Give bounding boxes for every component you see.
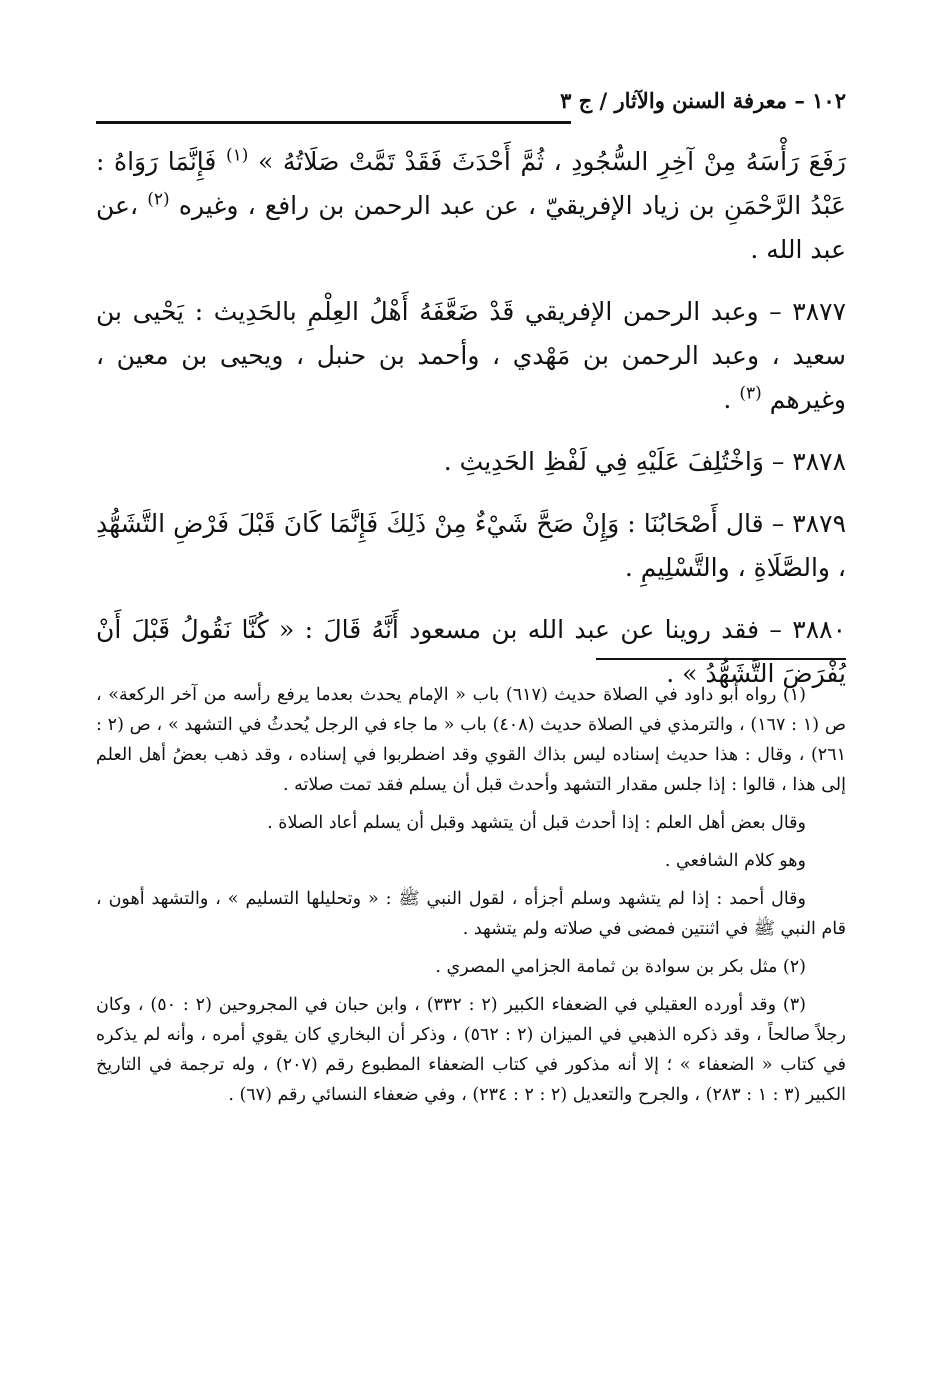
footnotes <box>96 680 846 1118</box>
footnote-1: (١) رواه أبو داود في الصلاة حديث (٦١٧) باب « الإمام يحدث بعدما يرفع رأسه من آخر الركعة» ، ص (١ : ١٦٧) ، والترمذي في الصلاة حديث (٤٠٨) باب « ما جاء في الرجل يُحدثُ في التشهد » ، ص (٢ : ٢٦١) ، وقال : هذا حديث إسناده ليس بذاك القوي وقد اضطربوا في إسناده ، وقد ذهب بعضُ أهل العلم إلى هذا ، قالوا : إذا جلس مقدار التشهد وأحدث قبل أن يسلم فقد تمت صلاته . <box>96 685 846 795</box>
footnote-2: (٢) مثل بكر بن سوادة بن ثمامة الجزامي المصري . <box>435 957 806 977</box>
header-rule <box>96 121 571 124</box>
paragraph-continuation <box>96 140 846 272</box>
paragraph-text: فَإِنَّمَا رَوَاهُ : عَبْدُ الرَّحْمَنِ بن زياد الإفريقيّ ، عن عبد الرحمن بن رافع ، وغيره <box>96 147 847 220</box>
footnote-separator <box>596 658 846 660</box>
footnote-1-continued: وقال بعض أهل العلم : إذا أحدث قبل أن يتشهد وقبل أن يسلم أعاد الصلاة . <box>267 813 806 833</box>
footnote-1-continued: وقال أحمد : إذا لم يتشهد وسلم أجزأه ، لقول النبي ﷺ : « وتحليلها التسليم » ، والتشهد أهون ، قام النبي ﷺ في اثنتين فمضى في صلاته ولم يتشهد . <box>96 889 846 939</box>
footnote-1-continued: وهو كلام الشافعي . <box>664 851 806 871</box>
header-title: ١٠٢ – معرفة السنن والآثار / ج ٣ <box>560 88 846 113</box>
footnote-ref-3: (٣) <box>739 383 762 404</box>
paragraph-text: . <box>723 385 732 414</box>
paragraph-text: رَفَعَ رَأْسَهُ مِنْ آخِرِ السُّجُودِ ، ثُمَّ أَحْدَثَ فَقَدْ تَمَّتْ صَلَاتُهُ » <box>258 147 847 176</box>
paragraph-3879: ٣٨٧٩ – قال أَصْحَابُنَا : وَإِنْ صَحَّ شَيْءٌ مِنْ ذَلِكَ فَإِنَّمَا كَانَ قَبْلَ فَرْضِ التَّشَهُّدِ ، والصَّلَاةِ ، والتَّسْلِيمِ . <box>96 509 846 582</box>
paragraph-3878: ٣٨٧٨ – وَاخْتُلِفَ عَلَيْهِ فِي لَفْظِ الحَدِيثِ . <box>443 447 846 476</box>
footnote-ref-2: (٢) <box>147 189 170 210</box>
paragraph-text: ٣٨٧٧ – وعبد الرحمن الإفريقي قَدْ ضَعَّفَهُ أَهْلُ العِلْمِ بالحَدِيث : يَحْيى بن سعيد ، وعبد الرحمن بن مَهْدي ، وأحمد بن حنبل ، ويحيى بن معين ، وغيرهم <box>96 297 846 414</box>
main-text <box>96 140 846 714</box>
running-header <box>96 88 846 128</box>
footnote-ref-1: (١) <box>225 145 249 166</box>
paragraph-text: ،عن عبد الله . <box>96 191 846 264</box>
paragraph-3877 <box>96 290 846 422</box>
paragraph-3880: ٣٨٨٠ – فقد روينا عن عبد الله بن مسعود أَنَّهُ قَالَ : « كُنَّا نَقُولُ قَبْلَ أَنْ يُفْرَضَ التَّشَهُّدُ » . <box>96 615 846 688</box>
footnote-3: (٣) وقد أورده العقيلي في الضعفاء الكبير (٢ : ٣٣٢) ، وابن حبان في المجروحين (٢ : ٥٠) ، وكان رجلاً صالحاً ، وقد ذكره الذهبي في الميزان (٢ : ٥٦٢) ، وذكر أن البخاري كان يقوي أمره ، وأنه لم يذكره في كتاب « الضعفاء » ؛ إلا أنه مذكور في كتاب الضعفاء المطبوع رقم (٢٠٧) ، وله ترجمة في التاريخ الكبير (٣ : ١ : ٢٨٣) ، والجرح والتعديل (٢ : ٢ : ٢٣٤) ، وفي ضعفاء النسائي رقم (٦٧) . <box>96 995 846 1105</box>
